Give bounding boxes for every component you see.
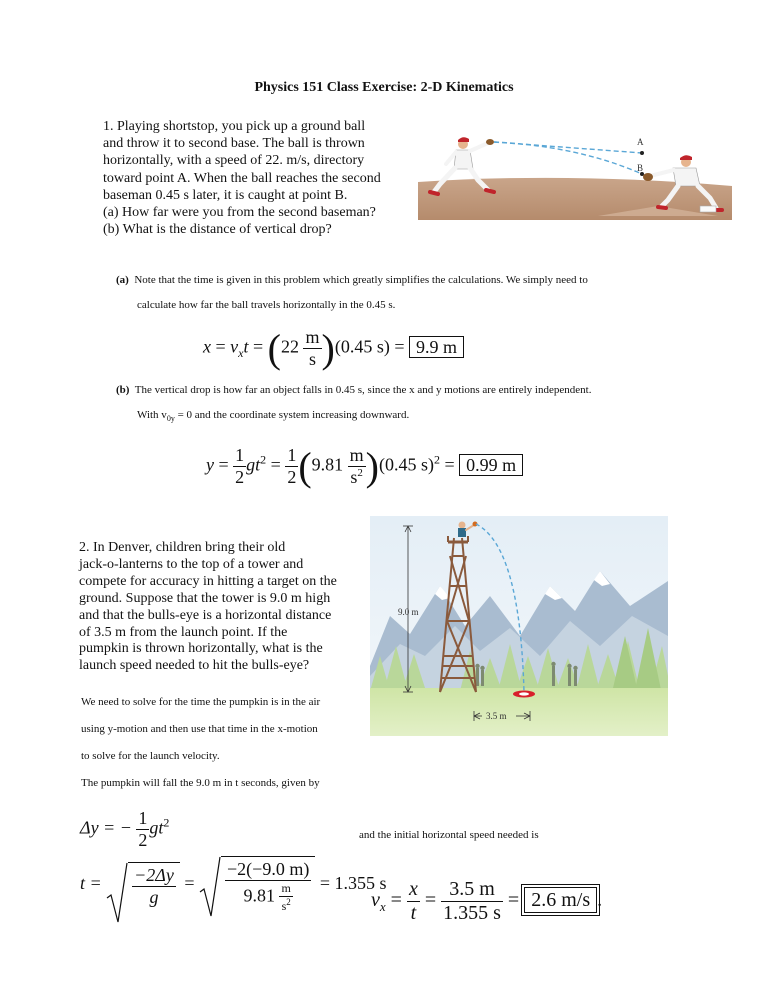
eq-equals: = [424,889,437,912]
unit-fraction [348,445,366,488]
eq-exponent: 2 [260,452,267,467]
fraction-denominator: g [149,887,159,907]
fraction-denominator: 1.355 s [443,902,501,924]
unit-numerator: m [305,327,320,347]
half-fraction [285,445,298,488]
problem-2-line: launch speed needed to hit the bulls-eye? [79,658,310,674]
eq-subscript: x [238,346,244,361]
solution-2-line-1: We need to solve for the time the pumpkin is in the air [81,696,321,708]
fraction-denominator: 2 [287,467,297,487]
unit-fraction [279,881,292,914]
equation-horizontal-distance: $x = v_xt = (22$ $\frac{m}{s}$ )(0.45 s) = 9.9 m [203,325,464,372]
point-a-label: A [637,137,644,147]
square-root-1 [106,862,180,908]
eq-v: v [371,889,380,912]
problem-1-line: 1. Playing shortstop, you pick up a ground ball [103,119,366,134]
unit-numerator: m [349,445,364,465]
fraction-denominator: 2 [235,467,245,487]
fraction-numerator: −2(−9.0 m) [227,859,310,879]
sqrt-fraction [225,859,311,914]
solution-2-line-3: to solve for the launch velocity. [81,750,220,762]
fraction-numerator: −2Δy [134,865,174,885]
eq-equals: = [444,454,455,475]
eq-t-lhs: t = [80,873,102,894]
problem-2-line: ground. Suppose that the tower is 9.0 m high [79,590,331,606]
answer-box-2: 2.6 m/s [524,887,597,913]
solution-1b-label: (b) [116,384,130,396]
gravity-value: 9.81 [243,885,275,906]
problem-1-line: baseman 0.45 s later, it is caught at point B. [103,187,348,203]
solution-1b-text-pre: With v [137,409,167,421]
problem-2-line: jack-o-lanterns to the top of a tower and [79,556,304,572]
solution-1b-line-2 [137,409,409,423]
eq-equals: = [218,454,229,475]
problem-1-line: and throw it to second base. The ball is thrown [103,136,365,152]
problem-2-line: compete for accuracy in hitting a target on the [79,573,337,589]
fraction-denominator: 2 [138,830,148,850]
eq-y: y [206,454,214,475]
x-over-t-fraction [407,878,420,925]
fraction-denominator: t [410,902,417,924]
eq-gt: gt [149,817,164,838]
answer-box-1b: 0.99 m [459,454,523,476]
eq-equals: = [253,336,264,357]
height-label: 9.0 m [398,607,419,617]
fraction-numerator: x [408,878,418,900]
problem-1-line: (b) What is the distance of vertical drop? [103,222,332,238]
unit-s: s [281,899,287,913]
answer-box-1a: 9.9 m [409,336,464,358]
problem-1-line: (a) How far were you from the second baseman? [103,205,376,221]
problem-2-line: and that the bulls-eye is a horizontal distance [79,607,332,623]
eq-v: v [230,336,239,357]
eq-equals: = [390,889,402,912]
solution-1b-line-1 [116,384,591,396]
problem-2-text [79,540,379,675]
radical-sign [106,862,128,924]
solution-1b-text-post: = 0 and the coordinate system increasing downward. [174,409,410,421]
eq-equals: = [507,889,520,912]
fraction-numerator: 1 [235,445,245,465]
eq-t: t [243,336,249,357]
equation-delta-y [80,808,169,851]
square-root-2 [199,856,315,914]
sqrt-fraction [132,865,176,908]
fraction-denominator [225,881,311,914]
problem-1-line: toward point A. When the ball reaches the second [103,170,381,186]
solution-2-line-2: using y-motion and then use that time in the x-motion [81,723,318,735]
unit-exponent: 2 [286,897,291,907]
unit-s: s [350,467,358,487]
solution-1a-label: (a) [116,274,129,286]
eq-exponent: 2 [434,452,440,467]
page-title: Physics 151 Class Exercise: 2-D Kinematics [254,80,514,95]
eq-time-value: (0.45 s) = [334,336,405,357]
fraction-numerator: 1 [287,445,297,465]
period: . [597,889,603,912]
solution-2-side-text: and the initial horizontal speed needed is [359,829,539,841]
equation-launch-speed [371,878,602,925]
problem-1-line: horizontally, with a speed of 22. m/s, directory [103,153,365,169]
problem-2-line: pumpkin is thrown horizontally, what is the [79,641,323,657]
solution-1a-text: Note that the time is given in this problem which greatly simplifies the calculations. We simply need to [134,274,588,286]
problem-2-line: 2. In Denver, children bring their old [79,540,286,555]
point-a-marker [640,151,644,155]
problem-2-line: of 3.5 m from the launch point. If the [79,624,288,640]
eq-delta-y-lhs: Δy = − [80,817,132,838]
eq-time-value: (0.45 s) [379,454,434,475]
solution-1b-text: The vertical drop is how far an object falls in 0.45 s, since the x and y motions are entirely independent. [134,384,592,396]
eq-gt: gt [246,454,261,475]
baseball-throw-illustration [418,124,732,220]
equation-time [80,856,386,914]
unit-numerator: m [281,881,291,895]
pumpkin-tower-illustration [370,516,668,736]
solution-1a-line-1 [116,274,588,286]
eq-x: x [203,336,211,357]
unit-fraction [303,327,321,370]
eq-speed-value: 22 [280,336,299,357]
solution-1a-line-2: calculate how far the ball travels horizontally in the 0.45 s. [137,299,396,311]
unit-denominator: s [308,349,316,369]
eq-equals: = [184,873,195,894]
half-fraction [233,445,246,488]
unit-denominator [348,467,366,488]
fraction-numerator: 3.5 m [441,878,503,902]
radical-sign [199,856,221,918]
eq-gravity-value: 9.81 [311,454,344,475]
problem-1-text [103,118,403,238]
equation-vertical-drop: y = $\frac{1}{2}$ $gt^2$ = $\frac{1}{2}$ (9.81 $\frac{m}{s^2}$ )(0.45 s)$^2$ = 0.99 m [206,443,523,490]
eq-subscript: x [379,899,386,915]
eq-equals: = [270,454,281,475]
values-fraction [441,878,503,925]
fraction-numerator: 1 [138,808,148,828]
solution-2-line-4: The pumpkin will fall the 9.0 m in t seconds, given by [81,777,320,789]
unit-denominator [279,897,292,914]
half-fraction [136,808,149,851]
point-b-label: B [637,163,644,173]
eq-equals: = [215,336,226,357]
distance-label: 3.5 m [486,711,507,721]
v0y-subscript: 0y [166,414,175,424]
eq-exponent: 2 [163,815,170,830]
unit-exponent: 2 [357,467,363,479]
eq-time-result: = 1.355 s [319,873,387,894]
